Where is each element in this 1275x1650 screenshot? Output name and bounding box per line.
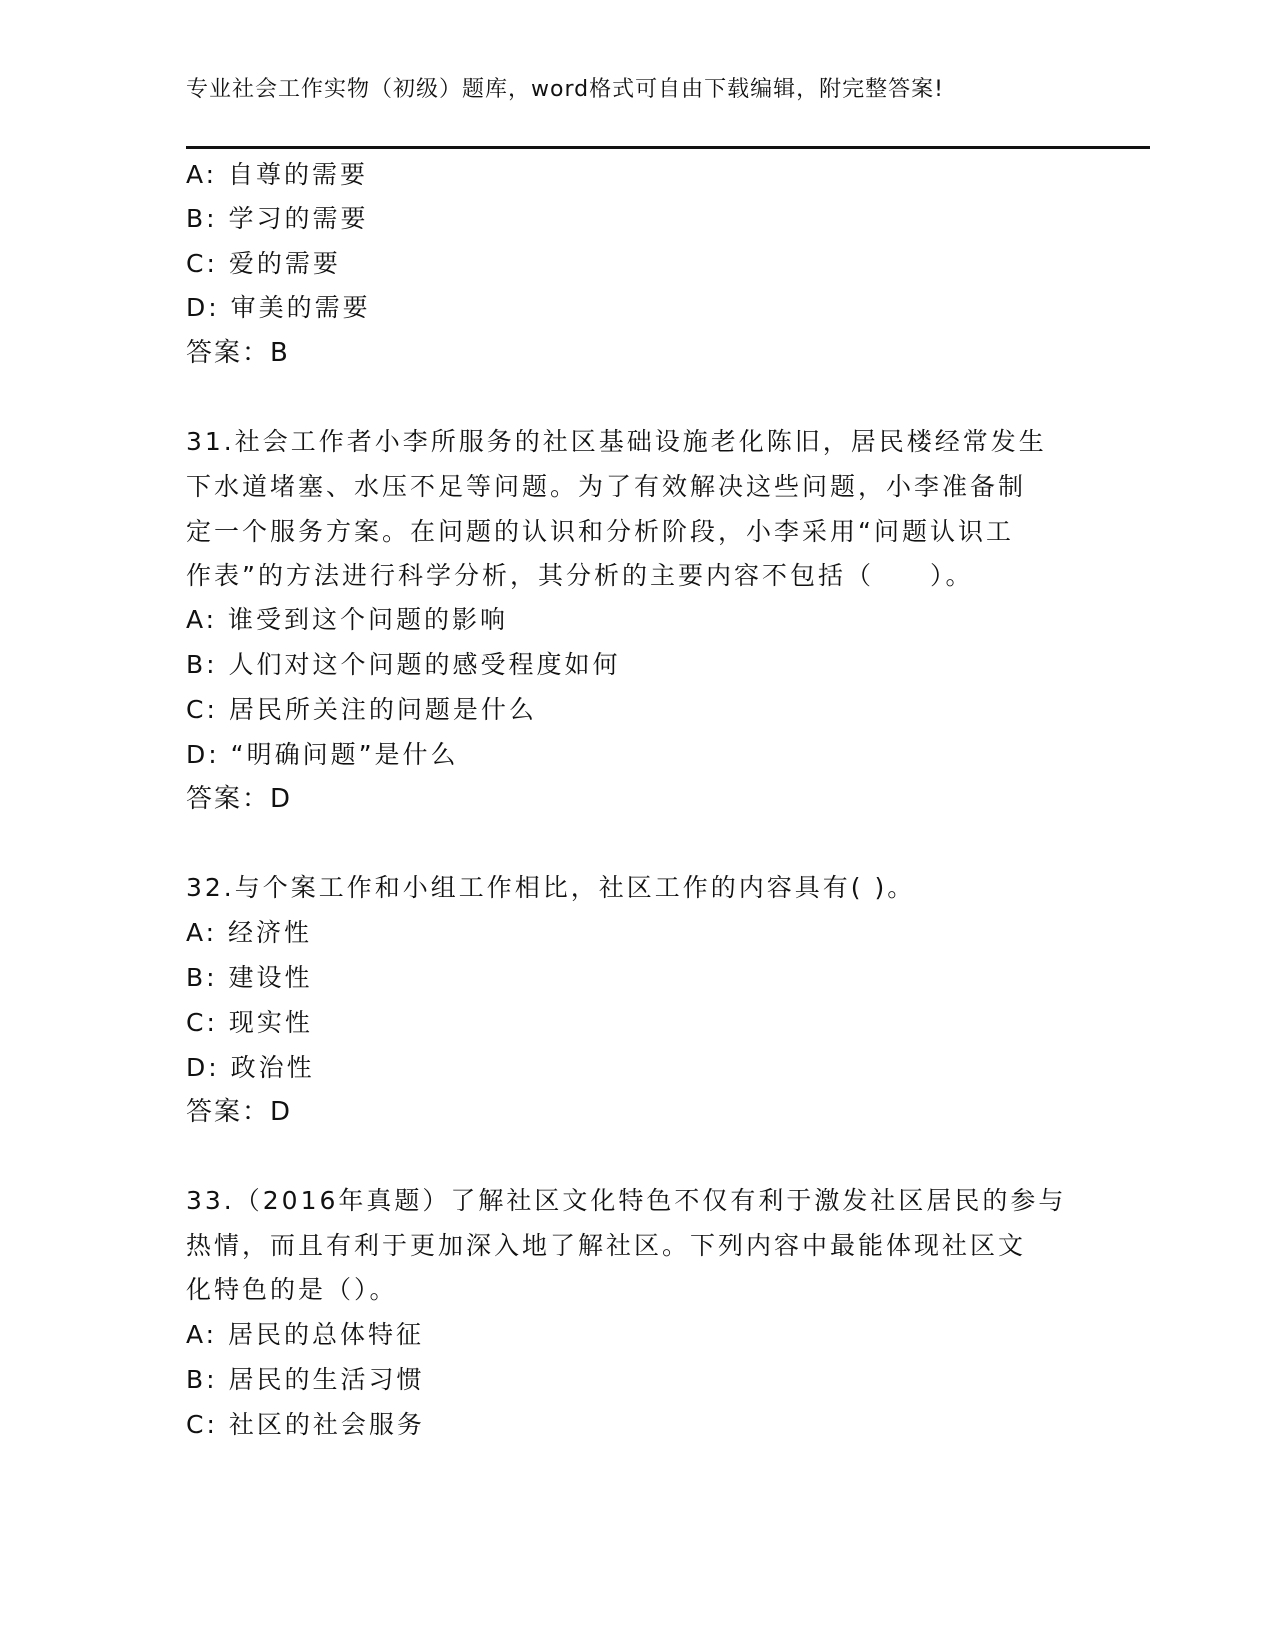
- q31-option-a: A: 谁受到这个问题的影响: [186, 605, 509, 634]
- q33-stem-line-3: 化特色的是（）。: [186, 1275, 398, 1304]
- q32-option-c: C: 现实性: [186, 1008, 313, 1037]
- q33-option-a: A: 居民的总体特征: [186, 1320, 425, 1349]
- page-header-title: 专业社会工作实物（初级）题库，word格式可自由下载编辑，附完整答案!: [186, 77, 944, 102]
- q31-option-c: C: 居民所关注的问题是什么: [186, 695, 537, 724]
- q33-option-b: B: 居民的生活习惯: [186, 1365, 425, 1394]
- q32-option-d: D: 政治性: [186, 1053, 315, 1082]
- q30-option-b: B: 学习的需要: [186, 204, 369, 233]
- q33-stem-line-1: 33.（2016年真题）了解社区文化特色不仅有利于激发社区居民的参与: [186, 1186, 1067, 1215]
- q31-stem-line-2: 下水道堵塞、水压不足等问题。为了有效解决这些问题，小李准备制: [186, 472, 1027, 501]
- q33-option-c: C: 社区的社会服务: [186, 1410, 425, 1439]
- q31-option-b: B: 人们对这个问题的感受程度如何: [186, 650, 621, 679]
- q31-answer: 答案：D: [186, 784, 293, 814]
- q30-option-a: A: 自尊的需要: [186, 160, 369, 189]
- q30-option-c: C: 爱的需要: [186, 249, 341, 278]
- q31-stem-line-4: 作表”的方法进行科学分析，其分析的主要内容不包括（ ）。: [186, 561, 974, 590]
- q31-option-d: D: “明确问题”是什么: [186, 740, 459, 769]
- q32-option-b: B: 建设性: [186, 963, 313, 992]
- q32-stem-line-1: 32.与个案工作和小组工作相比，社区工作的内容具有( )。: [186, 873, 916, 902]
- q32-option-a: A: 经济性: [186, 918, 313, 947]
- q30-answer: 答案：B: [186, 338, 290, 368]
- q33-stem-line-2: 热情，而且有利于更加深入地了解社区。下列内容中最能体现社区文: [186, 1231, 1027, 1260]
- header-divider: [186, 146, 1150, 149]
- q31-stem-line-1: 31.社会工作者小李所服务的社区基础设施老化陈旧，居民楼经常发生: [186, 427, 1047, 456]
- q32-answer: 答案：D: [186, 1097, 293, 1127]
- q30-option-d: D: 审美的需要: [186, 293, 371, 322]
- q31-stem-line-3: 定一个服务方案。在问题的认识和分析阶段，小李采用“问题认识工: [186, 517, 1014, 546]
